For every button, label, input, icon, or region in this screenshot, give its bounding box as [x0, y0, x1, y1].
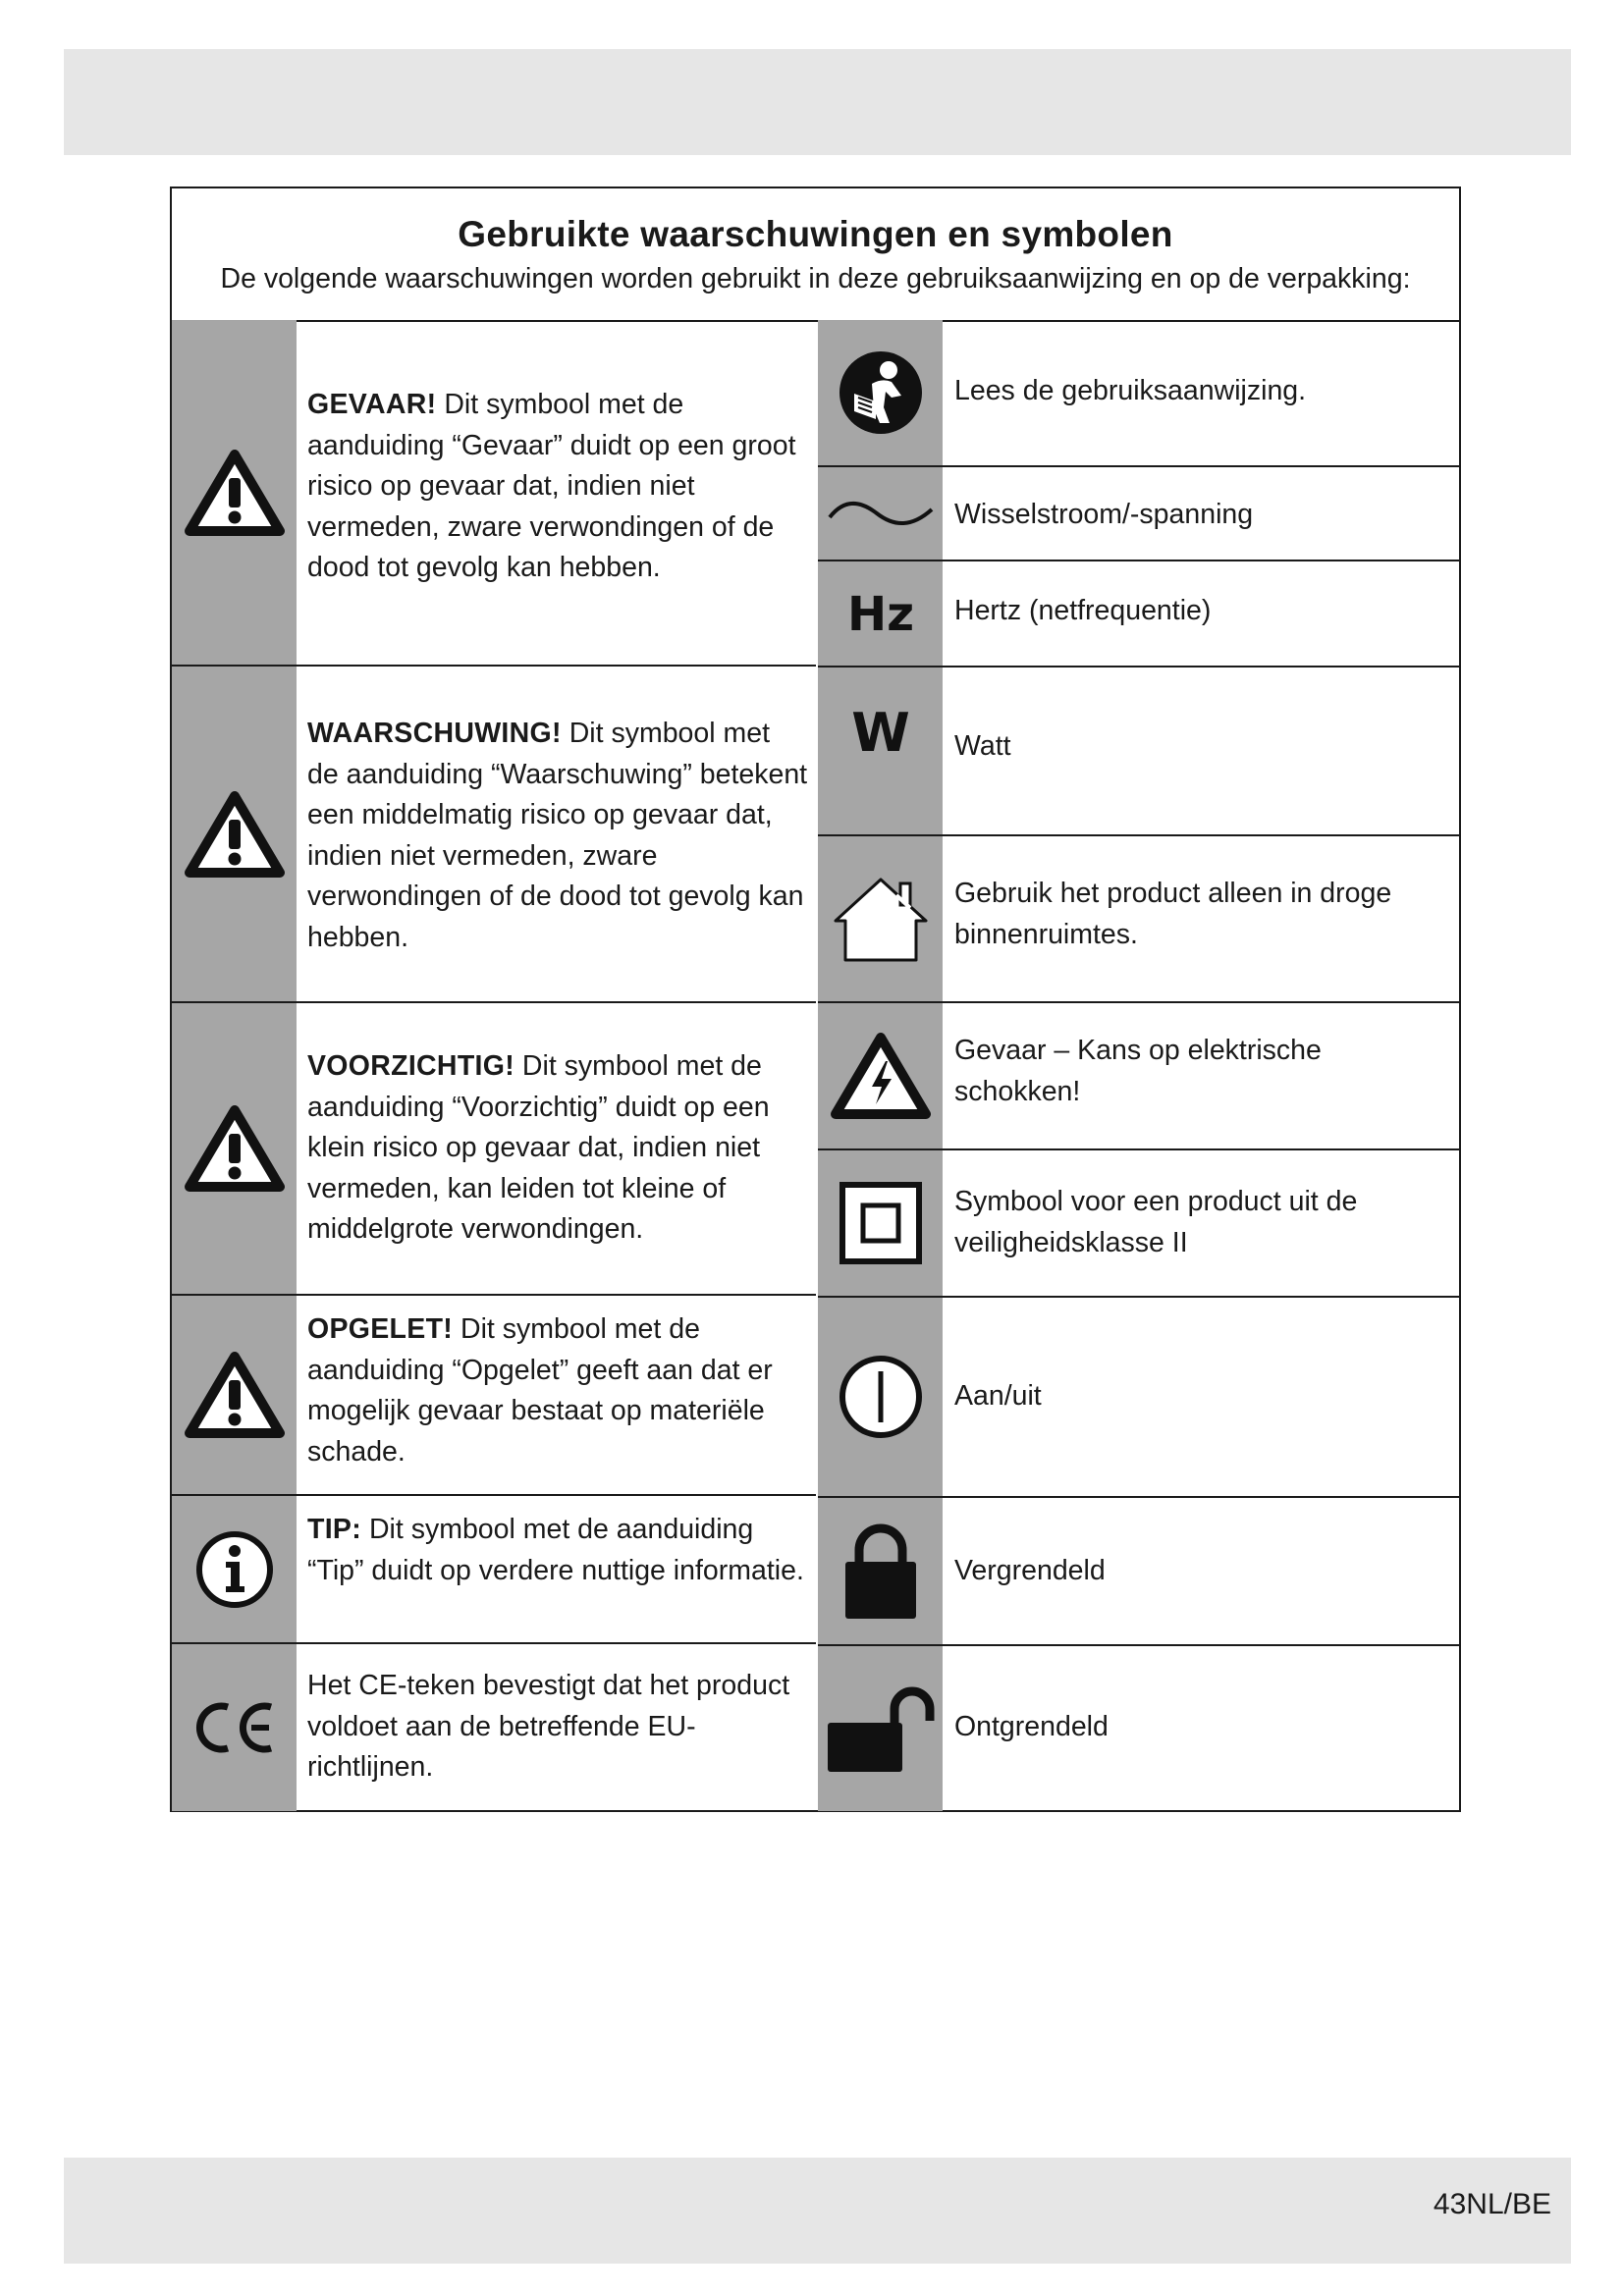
warning-row-tip — [172, 1496, 816, 1644]
svg-text:W: W — [850, 703, 910, 759]
symbol-row-electric-shock — [818, 1003, 1459, 1150]
symbol-row-watt — [818, 667, 1459, 836]
symbol-text: Gevaar – Kans op elektrische schokken! — [954, 1035, 1322, 1107]
unlocked-icon — [824, 1683, 938, 1774]
power-icon — [838, 1354, 924, 1440]
warning-row-gevaar — [172, 320, 816, 667]
warning-text: Dit symbool met de aanduiding “Tip” duidt op verdere nuttige informatie. — [307, 1514, 804, 1586]
symbol-text: Aan/uit — [954, 1380, 1042, 1412]
icon-cell — [818, 836, 943, 1001]
ce-mark-icon — [192, 1699, 277, 1756]
icon-cell — [172, 1496, 297, 1642]
icon-cell — [818, 1298, 943, 1496]
icon-cell — [818, 320, 943, 465]
warning-text: Dit symbool met de aanduiding “Gevaar” duidt op een groot risico op gevaar dat, indien niet vermeden, zware verwondingen of de dood tot gevolg kan hebben. — [307, 389, 796, 583]
warning-triangle-icon — [185, 1351, 285, 1439]
icon-cell — [818, 1498, 943, 1644]
warning-text: Dit symbool met de aanduiding “Opgelet” geeft aan dat er mogelijk gevaar bestaat op materiële schade. — [307, 1313, 773, 1468]
warning-triangle-icon — [185, 1104, 285, 1193]
warning-row-waarschuwing — [172, 667, 816, 1003]
warning-text: Dit symbool met de aanduiding “Waarschuwing” betekent een middelmatig risico op gevaar dat, indien niet vermeden, zware verwondingen of de dood tot gevolg kan hebben. — [307, 718, 808, 953]
symbol-text: Symbool voor een product uit de veiligheidsklasse II — [954, 1186, 1358, 1258]
top-band — [64, 49, 1571, 155]
icon-cell — [818, 467, 943, 560]
info-icon — [194, 1529, 275, 1610]
icon-cell — [818, 1646, 943, 1811]
icon-cell — [172, 667, 297, 1001]
symbol-row-power — [818, 1298, 1459, 1498]
page-title: Gebruikte waarschuwingen en symbolen — [458, 214, 1173, 254]
read-manual-icon — [837, 348, 925, 437]
symbol-row-indoor — [818, 836, 1459, 1003]
warning-row-voorzichtig — [172, 1003, 816, 1296]
icon-cell — [818, 1150, 943, 1296]
warning-triangle-icon — [185, 449, 285, 537]
symbol-text: Watt — [954, 730, 1011, 762]
protection-class-2-icon — [839, 1181, 923, 1265]
icon-cell — [172, 320, 297, 665]
symbol-text: Hertz (netfrequentie) — [954, 595, 1212, 626]
electric-shock-icon — [831, 1032, 931, 1120]
warning-text: Dit symbool met de aanduiding “Voorzichtig” duidt op een klein risico op gevaar dat, indien niet vermeden, kan leiden tot kleine of middelgrote verwondingen. — [307, 1050, 770, 1245]
ce-row — [172, 1644, 816, 1811]
symbol-text: Ontgrendeld — [954, 1711, 1109, 1742]
warning-triangle-icon — [185, 790, 285, 879]
icon-cell — [172, 1644, 297, 1811]
warning-label: WAARSCHUWING! — [307, 718, 562, 749]
page-subtitle: De volgende waarschuwingen worden gebruikt in deze gebruiksaanwijzing en op de verpakking: — [220, 263, 1411, 294]
table-header — [172, 188, 1459, 322]
icon-cell — [818, 1003, 943, 1148]
icon-cell — [818, 561, 943, 666]
icon-cell — [172, 1003, 297, 1294]
icon-cell — [818, 667, 943, 834]
symbol-row-locked — [818, 1498, 1459, 1646]
footer-band — [64, 2158, 1571, 2264]
svg-text:Hz: Hz — [846, 589, 914, 638]
warning-row-opgelet — [172, 1296, 816, 1496]
warning-label: TIP: — [307, 1514, 362, 1545]
icon-cell — [172, 1296, 297, 1494]
symbol-text: Wisselstroom/-spanning — [954, 499, 1254, 530]
warning-label: OPGELET! — [307, 1313, 454, 1345]
symbol-row-unlocked — [818, 1646, 1459, 1811]
hertz-icon — [839, 589, 923, 638]
symbols-table — [170, 187, 1461, 1812]
symbol-row-read-manual — [818, 320, 1459, 467]
symbol-row-hertz — [818, 561, 1459, 667]
symbol-text: Vergrendeld — [954, 1555, 1106, 1586]
symbol-row-protection-class — [818, 1150, 1459, 1298]
watt-icon — [846, 704, 915, 759]
warning-text: Het CE-teken bevestigt dat het product voldoet aan de betreffende EU-richtlijnen. — [307, 1670, 790, 1783]
page-number: 43NL/BE — [1433, 2188, 1551, 2220]
warning-label: VOORZICHTIG! — [307, 1050, 515, 1082]
house-icon — [832, 872, 930, 966]
alternating-current-icon — [826, 494, 936, 533]
locked-icon — [841, 1521, 920, 1623]
symbol-text: Lees de gebruiksaanwijzing. — [954, 375, 1307, 406]
warning-label: GEVAAR! — [307, 389, 437, 420]
symbol-text: Gebruik het product alleen in droge binnenruimtes. — [954, 878, 1392, 950]
symbol-row-ac — [818, 467, 1459, 561]
